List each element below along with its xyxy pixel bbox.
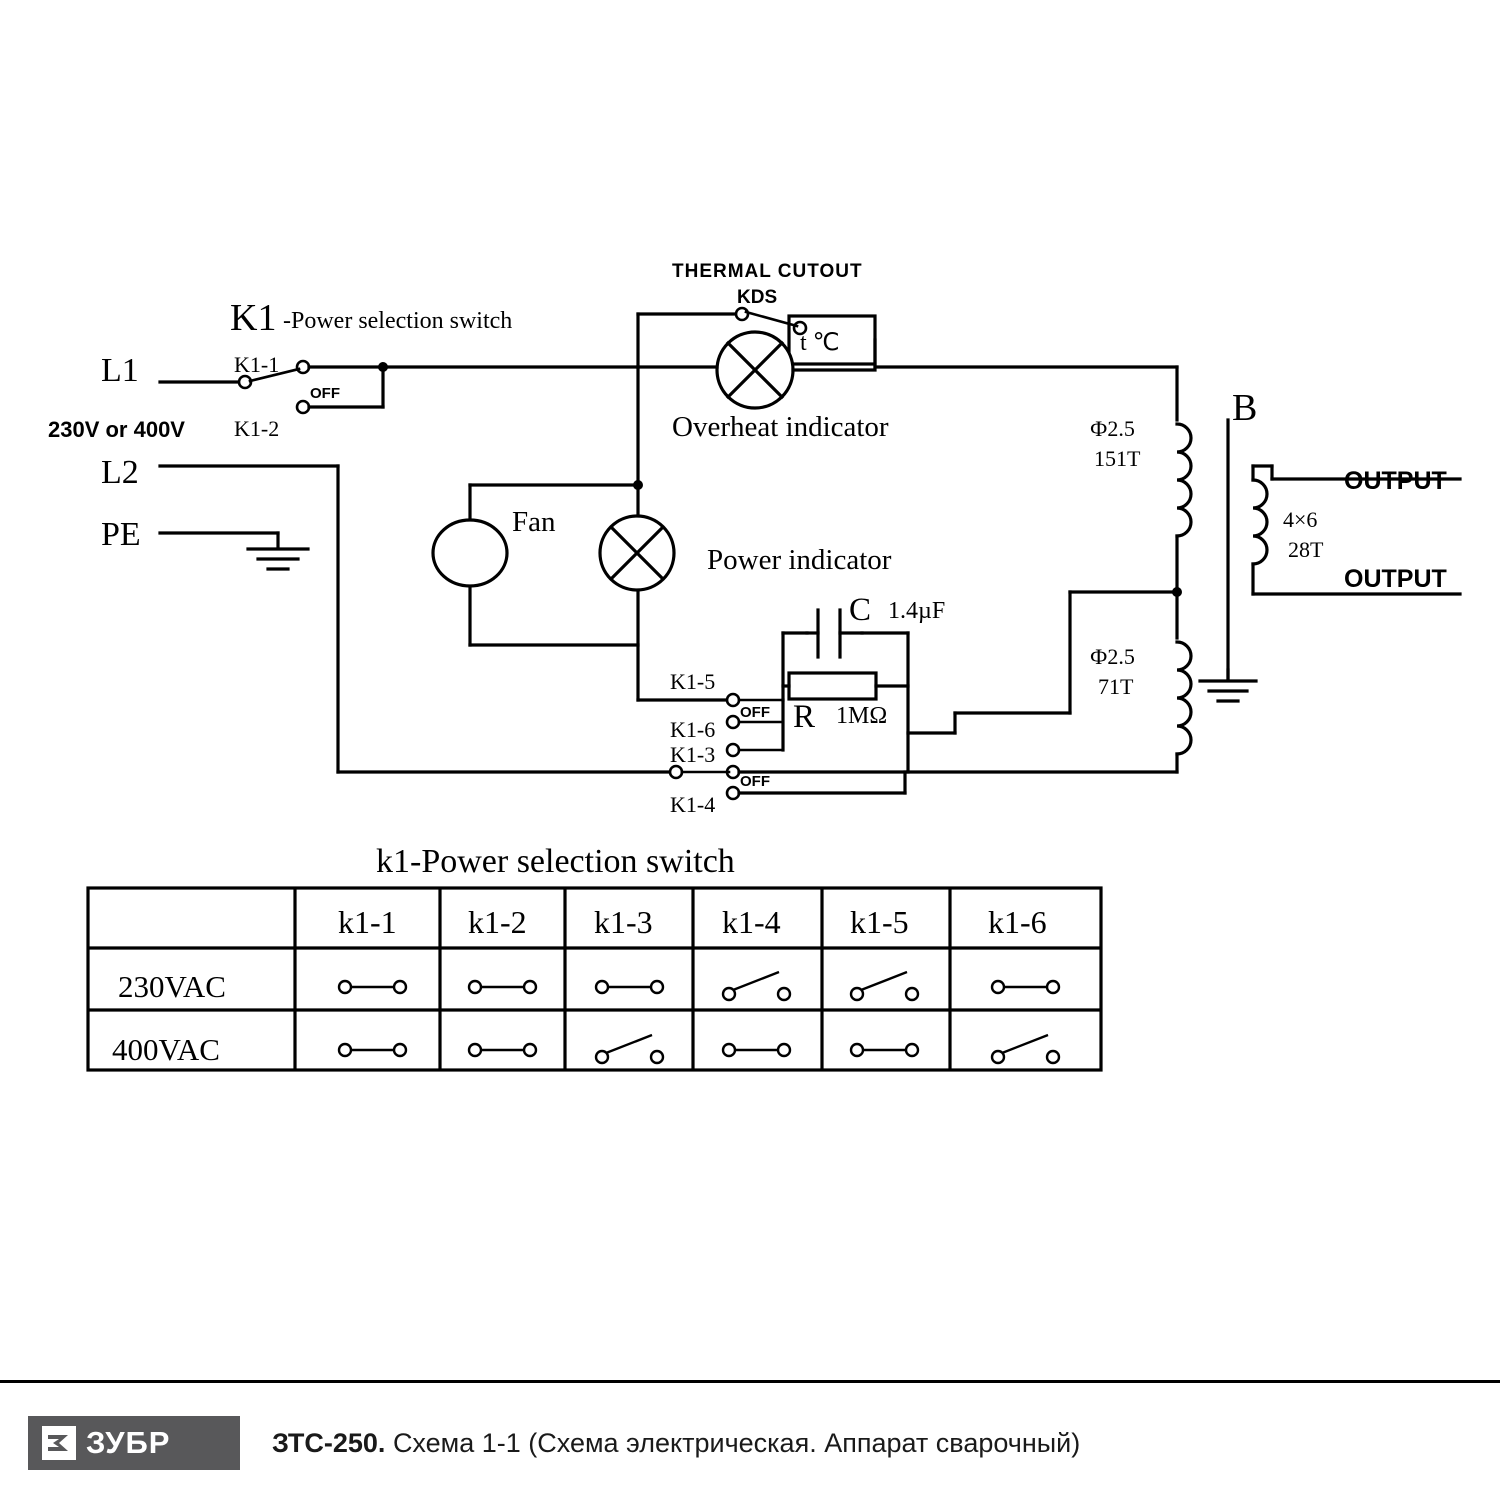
table-title: k1-Power selection switch [376, 843, 735, 880]
label-l2: L2 [101, 454, 139, 491]
table-col-k1-2: k1-2 [468, 904, 527, 940]
label-resistor-ref: R [793, 699, 816, 735]
table-row-label-400: 400VAC [112, 1032, 220, 1067]
label-primary-bottom-turns: 71T [1098, 674, 1134, 699]
document-caption [272, 1428, 1080, 1459]
footer-bar [0, 1380, 1500, 1503]
label-k1-4: K1-4 [670, 792, 716, 817]
label-power-indicator: Power indicator [707, 544, 892, 576]
label-off-1: OFF [310, 385, 340, 402]
label-transformer-ref: B [1232, 387, 1258, 429]
label-capacitor-value: 1.4µF [888, 598, 946, 624]
table-col-k1-3: k1-3 [594, 904, 653, 940]
label-resistor-value: 1MΩ [836, 703, 888, 729]
document-subtitle: Схема 1-1 (Схема электрическая. Аппарат сварочный) [392, 1427, 1081, 1458]
label-voltage: 230V or 400V [48, 417, 185, 442]
label-fan: Fan [512, 506, 556, 538]
label-output-top: OUTPUT [1344, 467, 1447, 495]
table-col-k1-6: k1-6 [988, 904, 1047, 940]
label-temp: t ℃ [800, 330, 840, 356]
label-overheat-indicator: Overheat indicator [672, 411, 889, 443]
table-col-k1-5: k1-5 [850, 904, 909, 940]
label-thermal-cutout: THERMAL CUTOUT [672, 261, 863, 282]
document-model: ЗТС-250. [272, 1427, 386, 1458]
label-k1-5: K1-5 [670, 669, 716, 694]
label-primary-top-wire: Ф2.5 [1090, 416, 1135, 441]
label-k1: K1 [230, 297, 277, 339]
label-k1-desc: -Power selection switch [283, 308, 513, 334]
label-k1-6: K1-6 [670, 717, 716, 742]
zubr-logo-icon [42, 1426, 76, 1460]
label-k1-1: K1-1 [234, 352, 280, 377]
table-row-label-230: 230VAC [118, 969, 226, 1004]
brand-name: ЗУБР [86, 1425, 171, 1460]
label-pe: PE [101, 516, 141, 553]
label-capacitor-ref: C [849, 592, 872, 628]
label-k1-3: K1-3 [670, 742, 716, 767]
label-off-2: OFF [740, 704, 770, 721]
label-l1: L1 [101, 352, 139, 389]
label-secondary-turns: 28T [1288, 537, 1324, 562]
label-k1-2: K1-2 [234, 416, 280, 441]
label-output-bottom: OUTPUT [1344, 565, 1447, 593]
label-off-3: OFF [740, 773, 770, 790]
label-primary-bottom-wire: Ф2.5 [1090, 644, 1135, 669]
brand-logo [28, 1416, 240, 1470]
table-col-k1-1: k1-1 [338, 904, 397, 940]
table-col-k1-4: k1-4 [722, 904, 781, 940]
label-kds: KDS [737, 287, 778, 308]
label-primary-top-turns: 151T [1094, 446, 1141, 471]
label-secondary-wire: 4×6 [1283, 507, 1318, 532]
